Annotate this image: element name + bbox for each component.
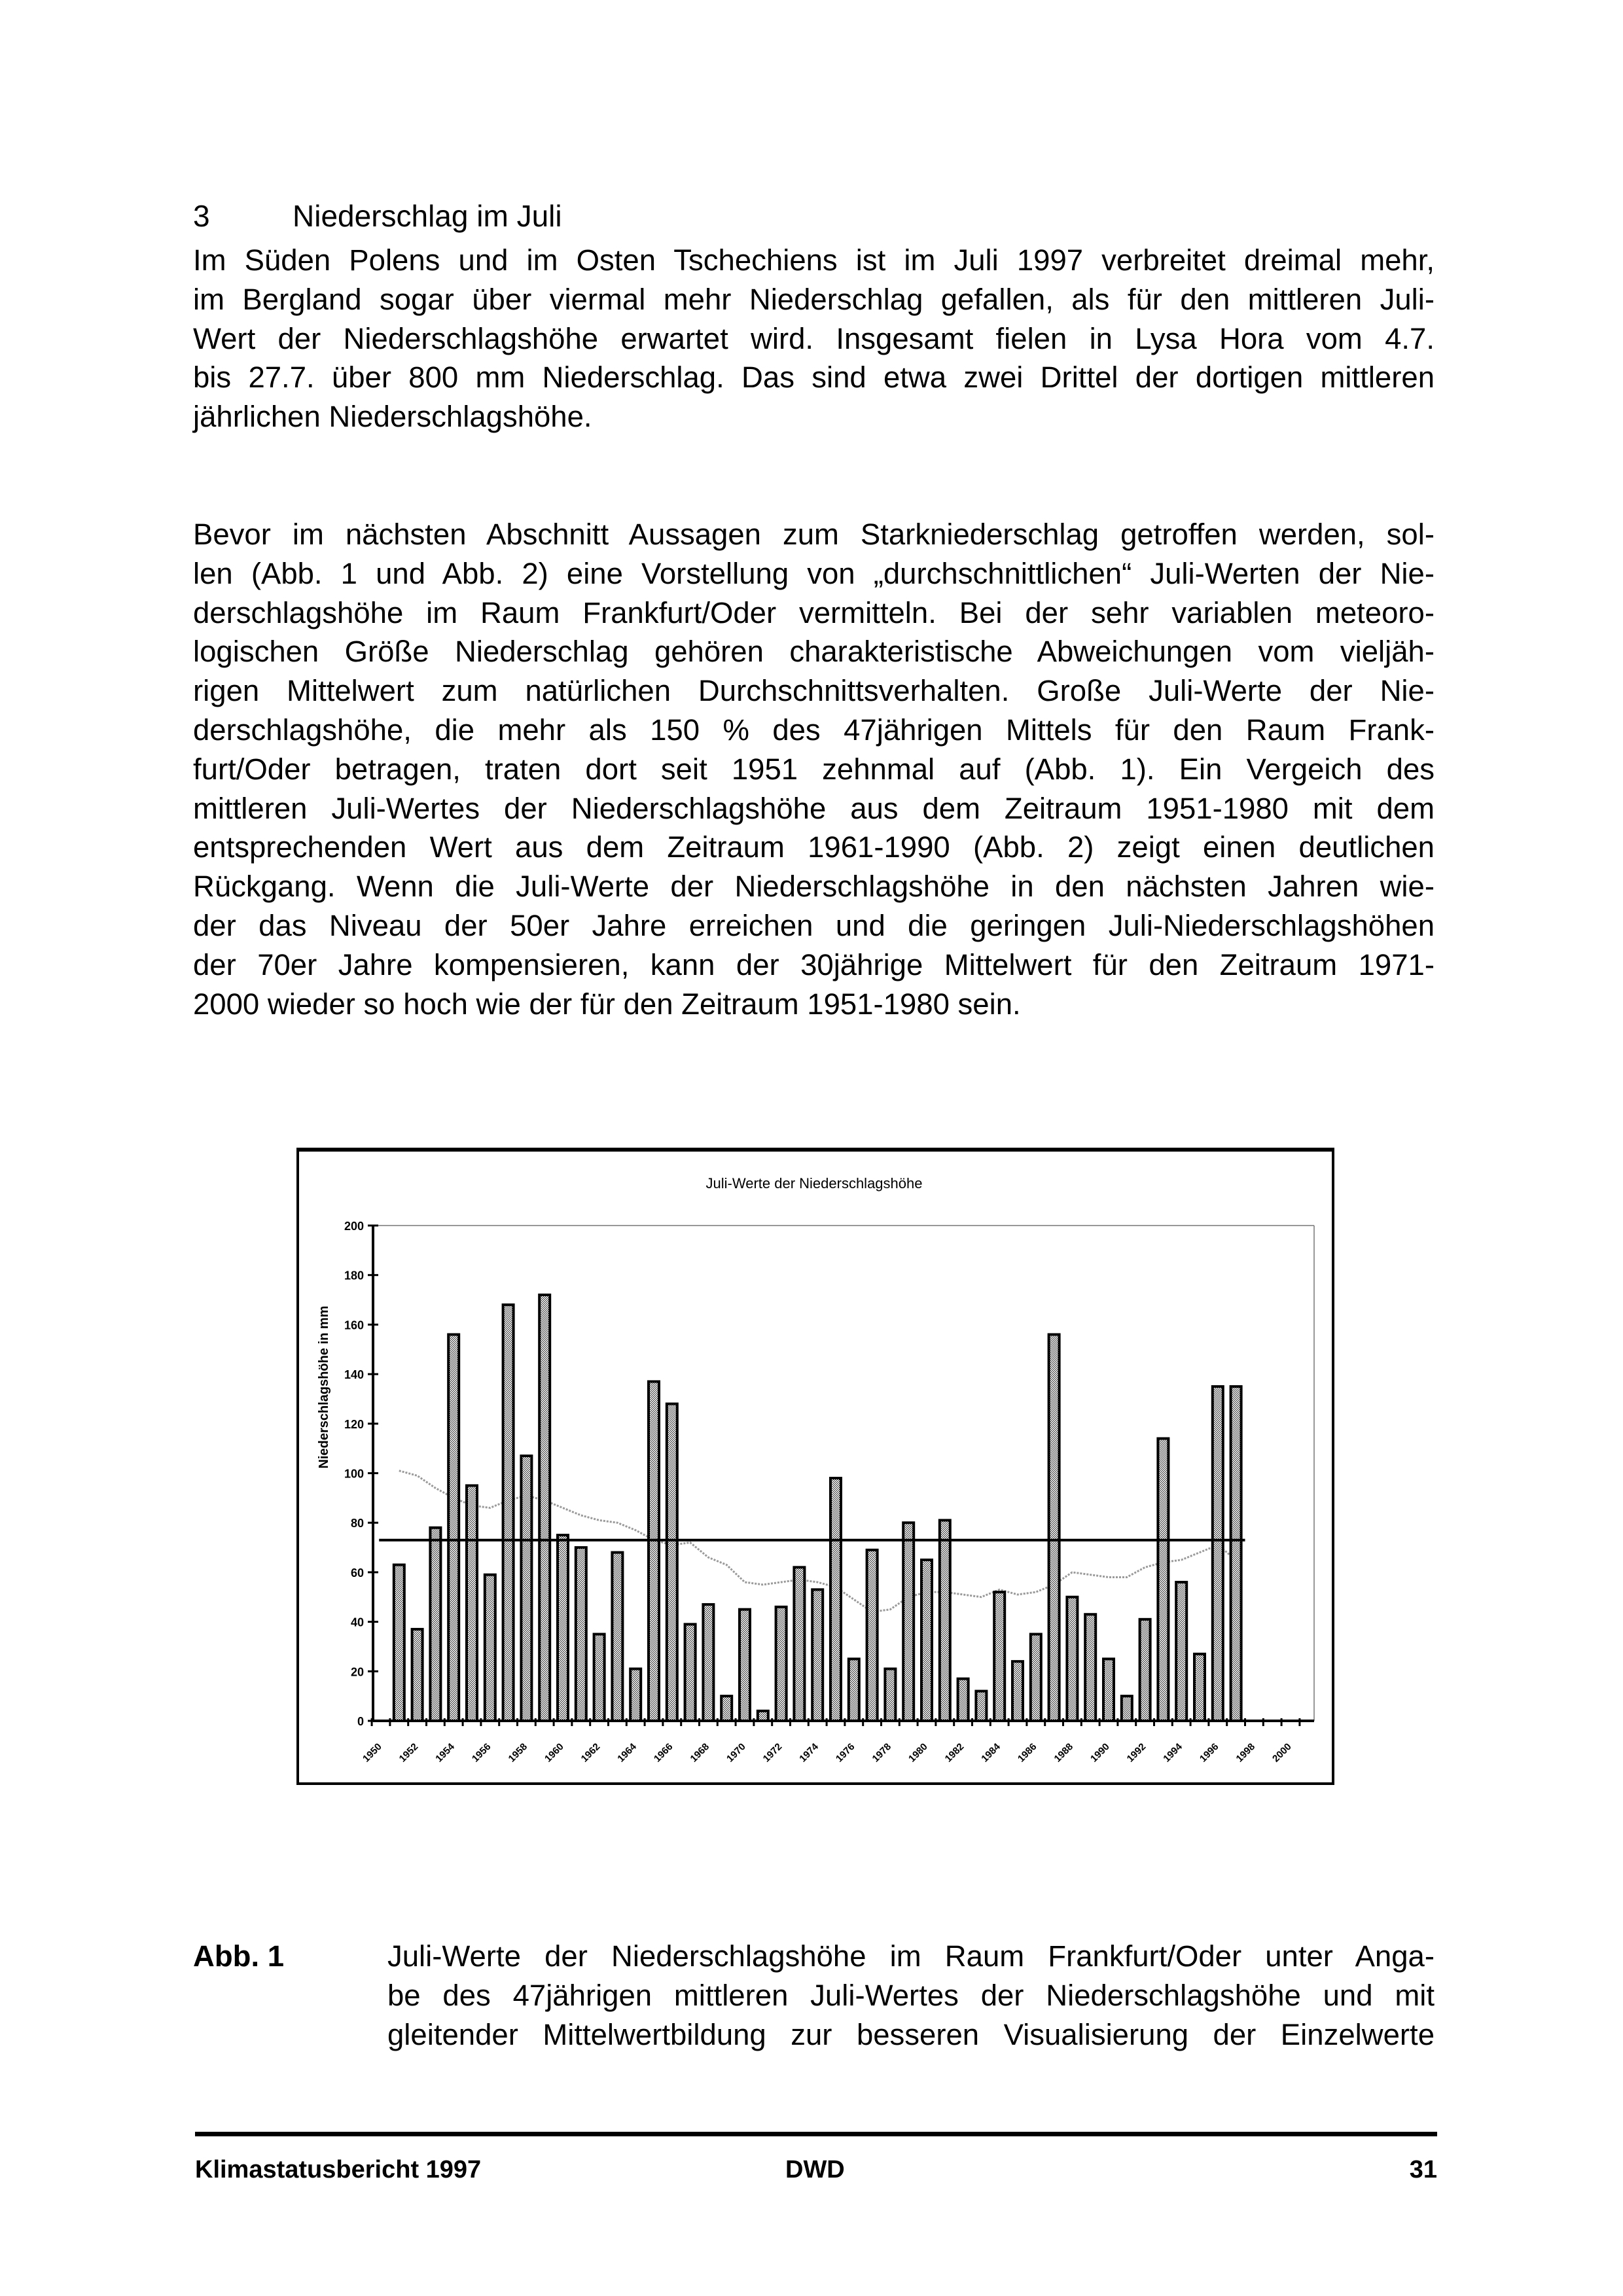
x-tick-label: 1996 xyxy=(1197,1741,1221,1765)
bar-1997 xyxy=(1231,1386,1241,1721)
plot-area xyxy=(344,1220,1314,1765)
bar-1968 xyxy=(703,1604,713,1721)
x-tick-label: 1954 xyxy=(433,1741,457,1765)
y-tick-label: 0 xyxy=(357,1715,364,1728)
bar-1972 xyxy=(776,1607,787,1721)
bar-1977 xyxy=(867,1550,878,1721)
text-line: der 70er Jahre kompensieren, kann der 30jährige Mittelwert für den Zeitraum 1971- xyxy=(193,947,1435,981)
text-line: len (Abb. 1 und Abb. 2) eine Vorstellung von „durchschnittlichen“ Juli-Werten der Nie- xyxy=(193,556,1435,590)
bar-1983 xyxy=(976,1691,986,1721)
caption-line: Juli-Werte der Niederschlagshöhe im Raum Frankfurt/Oder unter Anga- xyxy=(387,1939,1435,1973)
bar-1989 xyxy=(1085,1614,1096,1721)
bar-1995 xyxy=(1194,1654,1205,1721)
text-line: 2000 wieder so hoch wie der für den Zeitraum 1951-1980 sein. xyxy=(193,987,1021,1021)
bar-1970 xyxy=(740,1610,750,1721)
x-tick-label: 1976 xyxy=(833,1741,857,1765)
text-line: rigen Mittelwert zum natürlichen Durchschnittsverhalten. Große Juli-Werte der Nie- xyxy=(193,674,1435,708)
paragraph-1 xyxy=(193,241,1435,436)
section-title: Niederschlag im Juli xyxy=(293,199,562,233)
y-tick-label: 100 xyxy=(344,1467,364,1481)
bar-1960 xyxy=(558,1535,568,1721)
bar-1973 xyxy=(794,1567,804,1721)
text-line: im Bergland sogar über viermal mehr Niederschlag gefallen, als für den mittleren Juli- xyxy=(193,282,1435,316)
bar-1987 xyxy=(1049,1335,1060,1721)
y-tick-label: 40 xyxy=(350,1616,364,1629)
bar-1964 xyxy=(630,1669,641,1721)
text-line: jährlichen Niederschlagshöhe. xyxy=(193,400,592,434)
y-tick-label: 20 xyxy=(350,1665,364,1679)
x-tick-label: 1998 xyxy=(1234,1741,1258,1765)
bar-1963 xyxy=(612,1553,622,1721)
bar-1994 xyxy=(1176,1582,1186,1721)
y-tick-label: 60 xyxy=(350,1566,364,1580)
text-line: Bevor im nächsten Abschnitt Aussagen zum Starkniederschlag getroffen werden, sol- xyxy=(193,518,1435,551)
y-tick-label: 80 xyxy=(350,1517,364,1530)
y-tick-label: 160 xyxy=(344,1318,364,1332)
bar-1966 xyxy=(667,1404,677,1721)
y-tick-label: 180 xyxy=(344,1269,364,1282)
x-tick-label: 1988 xyxy=(1052,1741,1076,1765)
text-line: logischen Größe Niederschlag gehören charakteristische Abweichungen vom vieljäh- xyxy=(193,635,1435,669)
bar-1971 xyxy=(758,1711,768,1721)
bar-1969 xyxy=(721,1696,732,1721)
bar-1959 xyxy=(539,1295,550,1721)
x-tick-label: 1956 xyxy=(469,1741,493,1765)
x-tick-label: 1960 xyxy=(543,1741,566,1765)
text-line: der das Niveau der 50er Jahre erreichen und die geringen Juli-Niederschlagshöhen xyxy=(193,908,1435,942)
x-tick-label: 1986 xyxy=(1015,1741,1039,1765)
bar-1962 xyxy=(594,1634,605,1721)
bar-1975 xyxy=(830,1478,841,1721)
text-line: bis 27.7. über 800 mm Niederschlag. Das sind etwa zwei Drittel der dortigen mittleren xyxy=(193,361,1435,395)
text-line: Rückgang. Wenn die Juli-Werte der Niederschlagshöhe in den nächsten Jahren wie- xyxy=(193,870,1435,904)
bar-1961 xyxy=(576,1547,586,1721)
text-line: Wert der Niederschlagshöhe erwartet wird. Insgesamt fielen in Lysa Hora vom 4.7. xyxy=(193,321,1435,355)
bar-1988 xyxy=(1067,1597,1077,1721)
text-line: entsprechenden Wert aus dem Zeitraum 1961-1990 (Abb. 2) zeigt einen deutlichen xyxy=(193,830,1435,864)
x-tick-label: 1972 xyxy=(760,1741,785,1765)
bar-1982 xyxy=(958,1679,969,1721)
bar-1956 xyxy=(485,1575,495,1721)
bar-1952 xyxy=(412,1629,423,1721)
bar-1985 xyxy=(1012,1661,1023,1721)
bar-1996 xyxy=(1213,1386,1223,1721)
footer-publication: Klimastatusbericht 1997 xyxy=(195,2156,482,2183)
x-tick-label: 1974 xyxy=(797,1741,821,1765)
bar-1967 xyxy=(685,1624,696,1721)
bar-1991 xyxy=(1122,1696,1132,1721)
x-tick-label: 1964 xyxy=(615,1741,639,1765)
bar-1981 xyxy=(940,1520,950,1721)
bar-1986 xyxy=(1031,1634,1041,1721)
bar-1954 xyxy=(448,1335,459,1721)
bar-1993 xyxy=(1158,1439,1168,1721)
x-tick-label: 2000 xyxy=(1270,1741,1294,1765)
x-tick-label: 1994 xyxy=(1161,1741,1185,1765)
caption-line: gleitender Mittelwertbildung zur besseren Visualisierung der Einzelwerte xyxy=(387,2018,1435,2051)
bar-1976 xyxy=(849,1659,859,1721)
chart-title: Juli-Werte der Niederschlagshöhe xyxy=(705,1175,923,1192)
bar-1958 xyxy=(521,1456,531,1721)
x-tick-label: 1950 xyxy=(361,1741,384,1765)
bar-1978 xyxy=(885,1669,895,1721)
text-line: furt/Oder betragen, traten dort seit 1951 zehnmal auf (Abb. 1). Ein Vergeich des xyxy=(193,752,1435,786)
footer-divider xyxy=(195,2132,1437,2136)
footer-publisher: DWD xyxy=(785,2156,845,2183)
bar-1965 xyxy=(649,1381,659,1721)
x-tick-label: 1982 xyxy=(942,1741,967,1765)
x-tick-label: 1980 xyxy=(906,1741,930,1765)
x-tick-label: 1984 xyxy=(979,1741,1003,1765)
x-tick-label: 1970 xyxy=(724,1741,748,1765)
y-tick-label: 120 xyxy=(344,1417,364,1431)
bar-1951 xyxy=(394,1565,404,1721)
bar-1957 xyxy=(503,1305,514,1721)
x-tick-label: 1978 xyxy=(870,1741,894,1765)
bar-1953 xyxy=(430,1528,440,1721)
figure-label: Abb. 1 xyxy=(193,1939,285,1973)
y-tick-label: 200 xyxy=(344,1220,364,1233)
text-line: derschlagshöhe, die mehr als 150 % des 47jährigen Mittels für den Raum Frank- xyxy=(193,713,1435,747)
bar-1984 xyxy=(994,1592,1005,1721)
text-line: Im Süden Polens und im Osten Tschechiens ist im Juli 1997 verbreitet dreimal mehr, xyxy=(193,243,1435,277)
text-line: derschlagshöhe im Raum Frankfurt/Oder vermitteln. Bei der sehr variablen meteoro- xyxy=(193,595,1435,629)
page-number: 31 xyxy=(1409,2156,1437,2183)
y-tick-label: 140 xyxy=(344,1368,364,1382)
x-tick-label: 1962 xyxy=(579,1741,603,1765)
figure-caption xyxy=(387,1937,1435,2055)
bar-1992 xyxy=(1140,1619,1150,1721)
chart-figure xyxy=(296,1148,1334,1785)
y-axis-label: Niederschlagshöhe in mm xyxy=(317,1305,331,1469)
precipitation-bar-chart xyxy=(299,1152,1332,1782)
x-tick-label: 1958 xyxy=(506,1741,530,1765)
x-tick-label: 1966 xyxy=(651,1741,675,1765)
bar-1979 xyxy=(903,1523,914,1721)
x-tick-label: 1952 xyxy=(397,1741,421,1765)
section-number: 3 xyxy=(193,199,210,233)
x-tick-label: 1968 xyxy=(688,1741,712,1765)
bar-1955 xyxy=(467,1485,477,1721)
caption-line: be des 47jährigen mittleren Juli-Wertes der Niederschlagshöhe und mit xyxy=(387,1979,1435,2012)
paragraph-2 xyxy=(193,515,1435,1023)
x-tick-label: 1992 xyxy=(1124,1741,1149,1765)
bar-1990 xyxy=(1103,1659,1114,1721)
text-line: mittleren Juli-Wertes der Niederschlagshöhe aus dem Zeitraum 1951-1980 mit dem xyxy=(193,791,1435,825)
x-tick-label: 1990 xyxy=(1088,1741,1112,1765)
bar-1974 xyxy=(812,1589,823,1721)
bar-1980 xyxy=(921,1560,932,1721)
